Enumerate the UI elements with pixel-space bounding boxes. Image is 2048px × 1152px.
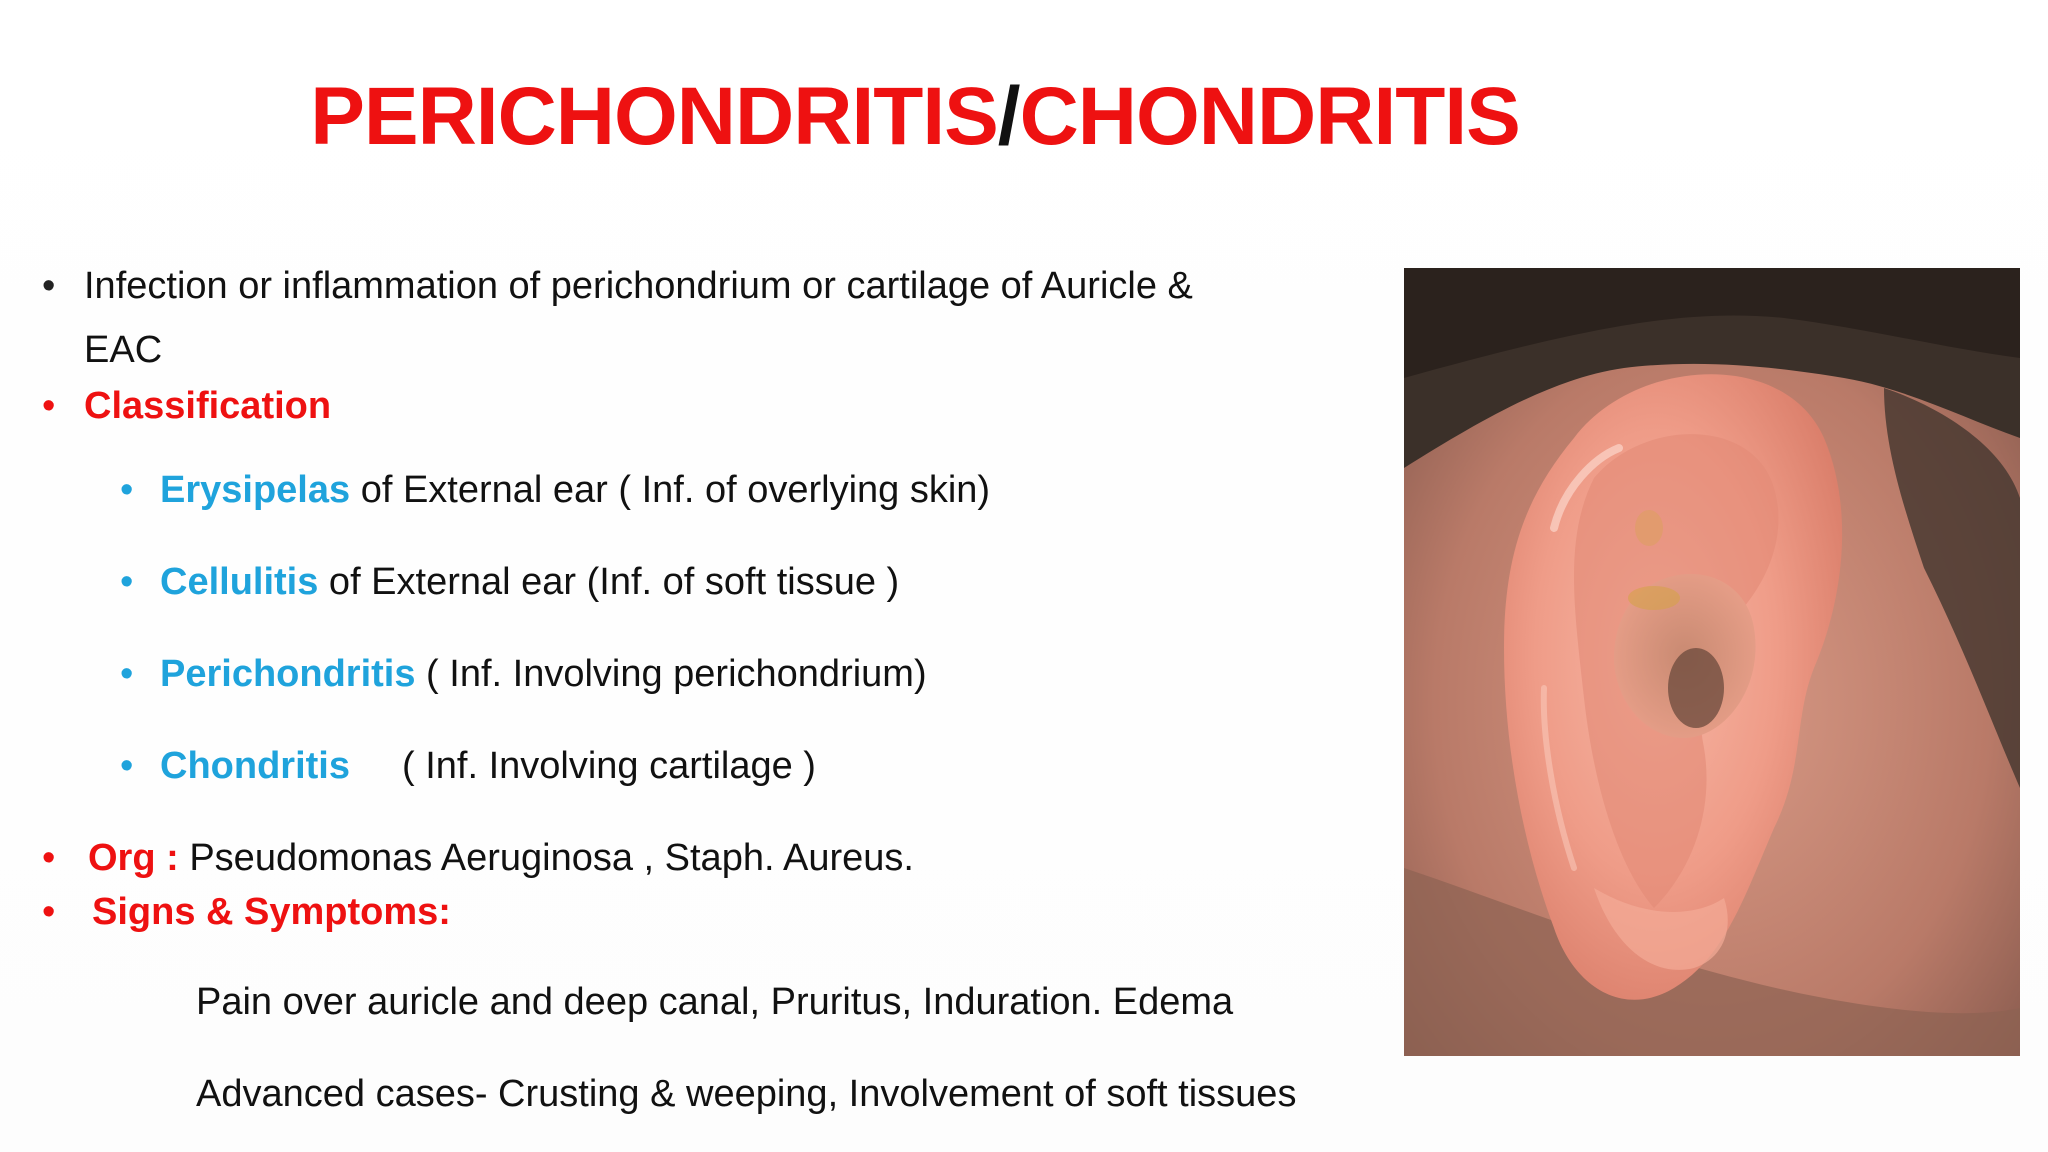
organisms-label: Org :	[88, 837, 179, 879]
signs-line-1: Pain over auricle and deep canal, Pruritus, Induration. Edema	[196, 981, 1234, 1023]
sub-bullet-dot: •	[120, 561, 134, 603]
sub-item-term: Cellulitis	[160, 561, 319, 603]
slide-title	[0, 72, 1830, 162]
title-part-chondritis: CHONDRITIS	[1019, 71, 1520, 162]
sub-item-chondritis	[160, 734, 350, 798]
sub-item-term: Chondritis	[160, 745, 350, 787]
title-slash: /	[997, 71, 1020, 162]
organisms-text: Pseudomonas Aeruginosa , Staph. Aureus.	[178, 837, 914, 879]
definition-line-2: EAC	[84, 329, 163, 371]
sub-item-desc: of External ear (Inf. of soft tissue )	[318, 561, 900, 603]
definition-line-1: Infection or inflammation of perichondrium or cartilage of Auricle &	[84, 265, 1193, 307]
bullet-dot: •	[42, 891, 56, 933]
bullet-dot: •	[42, 265, 56, 307]
bullet-dot: •	[42, 837, 56, 879]
sub-item-desc: ( Inf. Involving perichondrium)	[415, 653, 927, 695]
sub-item-desc: of External ear ( Inf. of overlying skin)	[350, 469, 991, 511]
sub-item-perichondritis	[160, 642, 927, 706]
ear-photo	[1404, 268, 2020, 1056]
bullet-dot: •	[42, 385, 56, 427]
sub-item-erysipelas	[160, 458, 990, 522]
sub-bullet-dot: •	[120, 745, 134, 787]
sub-item-cellulitis	[160, 550, 899, 614]
sub-bullet-dot: •	[120, 469, 134, 511]
sub-item-desc: ( Inf. Involving cartilage )	[402, 745, 816, 787]
signs-heading: Signs & Symptoms:	[92, 891, 451, 933]
signs-line-2: Advanced cases- Crusting & weeping, Involvement of soft tissues	[196, 1073, 1297, 1115]
sub-item-term: Erysipelas	[160, 469, 351, 511]
ear-photo-illustration	[1404, 268, 2020, 1056]
title-part-perichondritis: PERICHONDRITIS	[310, 71, 998, 162]
sub-bullet-dot: •	[120, 653, 134, 695]
classification-heading: Classification	[84, 385, 332, 427]
sub-item-term: Perichondritis	[160, 653, 416, 695]
